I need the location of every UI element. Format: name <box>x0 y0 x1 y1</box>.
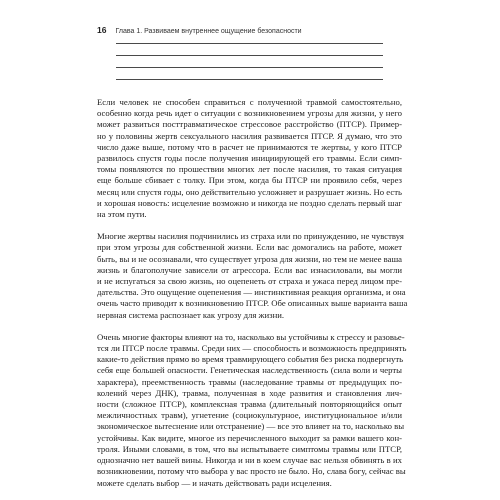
text-line: Очень многие факторы влияют на то, насколько вы устойчивы к стрессу и разовье- <box>97 331 405 342</box>
writing-line <box>116 67 383 68</box>
page-number: 16 <box>97 25 107 35</box>
text-line: характера), преемственность травмы (наследование травмы от предыдущих по- <box>97 376 402 387</box>
text-line: особенно когда речь идет о ситуации с возникновением угрозы для жизни, у него <box>97 108 402 119</box>
text-line: экономическое вытеснение или отстранение) — все это влияет на то, насколько вы <box>97 421 405 432</box>
text-line: месяц или спустя годы, оно действительно усложняет и разрушает жизнь. Но есть <box>97 186 402 197</box>
text-line: тся ли ПТСР после травмы. Среди них — способность и возможность предпринять <box>97 343 407 354</box>
text-line: может развиться посттравматическое стрессовое расстройство (ПТСР). Пример- <box>97 119 402 130</box>
text-line: устойчивы. Как видите, многое из перечисленного выходит за рамки вашего кон- <box>97 432 402 443</box>
text-line: и не испугаться за свою жизнь, но оцепенеть от страха и ужаса перед лицом пре- <box>97 276 402 287</box>
writing-line <box>116 79 383 80</box>
running-header <box>97 25 302 35</box>
text-line: колений через ДНК), травма, полученная в ходе развития и становления лич- <box>97 387 402 398</box>
text-line: очень часто приводит к возникновению ПТСР. Обе описанных выше варианта ваша <box>97 298 408 309</box>
text-line: еще больше сбивает с толку. При этом, когда бы ПТСР ни проявило себя, через <box>97 175 402 186</box>
body-text <box>97 97 408 489</box>
text-line: томы появляются по прошествии многих лет после насилия, то такая ситуация <box>97 164 402 175</box>
text-line: на этом пути. <box>97 209 147 220</box>
text-line: развилось спустя годы после получения инициирующей его травмы. Если симп- <box>97 153 402 164</box>
text-line: ности (сложное ПТСР), комплексная травма (длительный повторяющийся опыт <box>97 399 402 410</box>
paragraph-gap <box>97 321 402 332</box>
text-line: Если человек не способен справиться с полученной травмой самостоятельно, <box>97 97 402 107</box>
text-line: однозначно нет вашей вины. Никогда и ни в коем случае вас нельзя обвинять в их <box>97 455 402 466</box>
writing-line <box>116 55 383 56</box>
text-line: межличностных травм), угнетение (социокультурное, институциональное и/или <box>97 410 402 421</box>
text-line: число даже выше, потому что в расчет не принимаются те жертвы, у кого ПТСР <box>97 141 402 152</box>
paragraph-gap <box>97 220 402 231</box>
text-line: возникновении, потому что выбора у вас просто не было. Но, слава богу, сейчас вы <box>97 466 406 477</box>
text-line: какие-то действия прямо во время травмирующего события без риска подвергнуть <box>97 354 404 365</box>
text-line: и хорошая новость: исцеление возможно и никогда не поздно сделать первый шаг <box>97 197 402 208</box>
paragraph <box>97 97 402 220</box>
writing-line <box>116 43 383 44</box>
text-line: троля. Иными словами, в том, что вы испытываете симптомы травмы или ПТСР, <box>97 443 402 454</box>
chapter-title: Глава 1. Развиваем внутреннее ощущение безопасности <box>115 28 302 35</box>
text-line: быть, вы и не осознавали, что существует угроза для жизни, но тем не менее ваша <box>97 253 402 264</box>
text-line: дательства. Это ощущение оцепенения — инстинктивная реакция организма, и она <box>97 287 406 298</box>
text-line: при этом угрозы для собственной жизни. Если вас домогались на работе, может <box>97 242 402 253</box>
text-line: но у половины жертв сексуального насилия развивается ПТСР. Я думаю, что это <box>97 130 402 141</box>
writing-lines <box>116 43 383 91</box>
text-line: Многие жертвы насилия подчинились из страха или по принуждению, не чувствуя <box>97 231 404 242</box>
text-line: себя еще большей опасности. Генетическая наследственность (сила воли и черты <box>97 365 402 376</box>
paragraph <box>97 231 408 321</box>
text-line: жизнь и благополучие зависели от агрессора. Если вас изнасиловали, вы могли <box>97 264 402 275</box>
text-line: нервная система распознает как угрозу для жизни. <box>97 309 285 320</box>
text-line: можете сделать выбор — и начать действовать ради исцеления. <box>97 477 332 488</box>
paragraph <box>97 331 407 489</box>
